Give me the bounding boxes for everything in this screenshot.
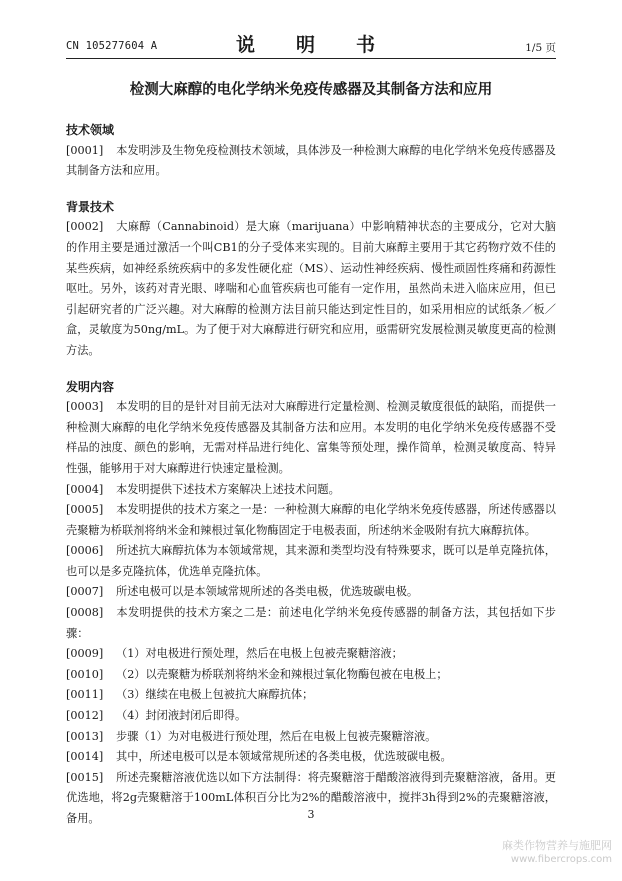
- paragraph-number: [0010]: [66, 667, 104, 681]
- paragraph-number: [0009]: [66, 647, 104, 661]
- section-heading-background: 背景技术: [66, 199, 115, 214]
- paragraph: [66, 747, 556, 768]
- paragraph-number: [0005]: [66, 503, 104, 517]
- watermark: [502, 839, 612, 867]
- paragraph: [66, 603, 556, 644]
- paragraph: [66, 397, 556, 479]
- watermark-text: 麻类作物营养与施肥网: [502, 839, 612, 852]
- paragraph: [66, 541, 556, 582]
- paragraph: [66, 582, 556, 603]
- paragraph-text: 本发明涉及生物免疫检测技术领域，具体涉及一种检测大麻醇的电化学纳米免疫传感器及其制备方法和应用。: [66, 143, 556, 178]
- paragraph: [66, 500, 556, 541]
- page-number: 3: [307, 808, 315, 821]
- paragraph-text: 步骤（1）为对电极进行预处理，然后在电极上包被壳聚糖溶液。: [116, 729, 437, 743]
- page-indicator: 1/5 页: [525, 42, 556, 54]
- section-heading-technical-field: 技术领域: [66, 123, 115, 137]
- paragraph-number: [0015]: [66, 770, 104, 784]
- paragraph-text: 本发明提供的技术方案之一是：一种检测大麻醇的电化学纳米免疫传感器，所述传感器以壳聚糖为桥联剂将纳米金和辣根过氧化物酶固定于电极表面，所述纳米金吸附有抗大麻醇抗体。: [66, 503, 556, 537]
- section-heading-invention: 发明内容: [66, 379, 115, 394]
- document-body: [66, 120, 556, 830]
- page-header: [66, 30, 556, 56]
- paragraph-text: 本发明提供的技术方案之二是：前述电化学纳米免疫传感器的制备方法，其包括如下步骤：: [66, 606, 556, 640]
- paragraph: [66, 685, 556, 706]
- paragraph-text: （1）对电极进行预处理，然后在电极上包被壳聚糖溶液；: [116, 647, 403, 661]
- paragraph-text: （3）继续在电极上包被抗大麻醇抗体；: [116, 688, 314, 702]
- paragraph-number: [0004]: [66, 482, 104, 496]
- paragraph-number: [0012]: [66, 709, 104, 723]
- patent-title: 检测大麻醇的电化学纳米免疫传感器及其制备方法和应用: [129, 82, 493, 98]
- paragraph-number: [0011]: [66, 688, 104, 702]
- paragraph-text: 本发明提供下述技术方案解决上述技术问题。: [116, 482, 340, 496]
- paragraph-number: [0008]: [66, 606, 104, 620]
- header-divider: [66, 58, 556, 59]
- paragraph: [66, 665, 556, 686]
- paragraph-text: 本发明的目的是针对目前无法对大麻醇进行定量检测、检测灵敏度很低的缺陷，而提供一种检测大麻醇的电化学纳米免疫传感器及其制备方法和应用。本发明的电化学纳米免疫传感器不受样品的浊度、颜色的影响，无需对样品进行纯化、富集等预处理，操作简单，检测灵敏度高、特异性强，能够用于对大麻醇进行快速定量检测。: [66, 400, 556, 475]
- paragraph: [66, 480, 556, 501]
- paragraph-number: [0014]: [66, 750, 104, 764]
- paragraph-number: [0013]: [66, 729, 104, 743]
- paragraph: [66, 727, 556, 748]
- paragraph-text: （4）封闭液封闭后即得。: [116, 709, 247, 723]
- paragraph-text: 所述壳聚糖溶液优选以如下方法制得：将壳聚糖溶于醋酸溶液得到壳聚糖溶液，备用。更优选地，将2g壳聚糖溶于100mL体积百分比为2%的醋酸溶液中，搅拌3h得到2%的壳聚糖溶液，备用。: [66, 770, 556, 825]
- paragraph-text: 所述抗大麻醇抗体为本领域常规，其来源和类型均没有特殊要求，既可以是单克隆抗体，也可以是多克隆抗体，优选单克隆抗体。: [66, 544, 556, 578]
- document-type-title: 说 明 书: [235, 34, 386, 56]
- paragraph: [66, 141, 556, 182]
- paragraph-number: [0002]: [66, 220, 104, 234]
- paragraph: [66, 706, 556, 727]
- paragraph: [66, 217, 556, 361]
- paragraph-text: 所述电极可以是本领域常规所述的各类电极，优选玻碳电极。: [116, 585, 419, 599]
- paragraph-number: [0007]: [66, 585, 104, 599]
- watermark-url: www.fibercrops.com: [510, 854, 612, 865]
- paragraph-text: （2）以壳聚糖为桥联剂将纳米金和辣根过氧化物酶包被在电极上；: [116, 667, 448, 681]
- paragraph-text: 大麻醇（Cannabinoid）是大麻（marijuana）中影响精神状态的主要成分，它对大脑的作用主要是通过激活一个叫CB1的分子受体来实现的。目前大麻醇主要用于其它药物疗效不佳的某些疾病，如神经系统疾病中的多发性硬化症（MS）、运动性神经疾病、慢性顽固性疼痛和药源性呕吐。另外，该药对青光眼、哮喘和心血管疾病也可能有一定作用，虽然尚未进入临床应用，但已引起研究者的广泛兴趣。对大麻醇的检测方法目前只能达到定性目的，如采用相应的试纸条／板／盒，灵敏度为50ng/mL。为了便于对大麻醇进行研究和应用，亟需研究发展检测灵敏度更高的检测方法。: [66, 220, 556, 357]
- paragraph-number: [0006]: [66, 544, 104, 558]
- publication-number: CN 105277604 A: [66, 40, 158, 52]
- paragraph: [66, 644, 556, 665]
- paragraph-text: 其中，所述电极可以是本领域常规所述的各类电极，优选玻碳电极。: [116, 750, 452, 764]
- paragraph-number: [0003]: [66, 400, 104, 414]
- paragraph-number: [0001]: [66, 143, 104, 157]
